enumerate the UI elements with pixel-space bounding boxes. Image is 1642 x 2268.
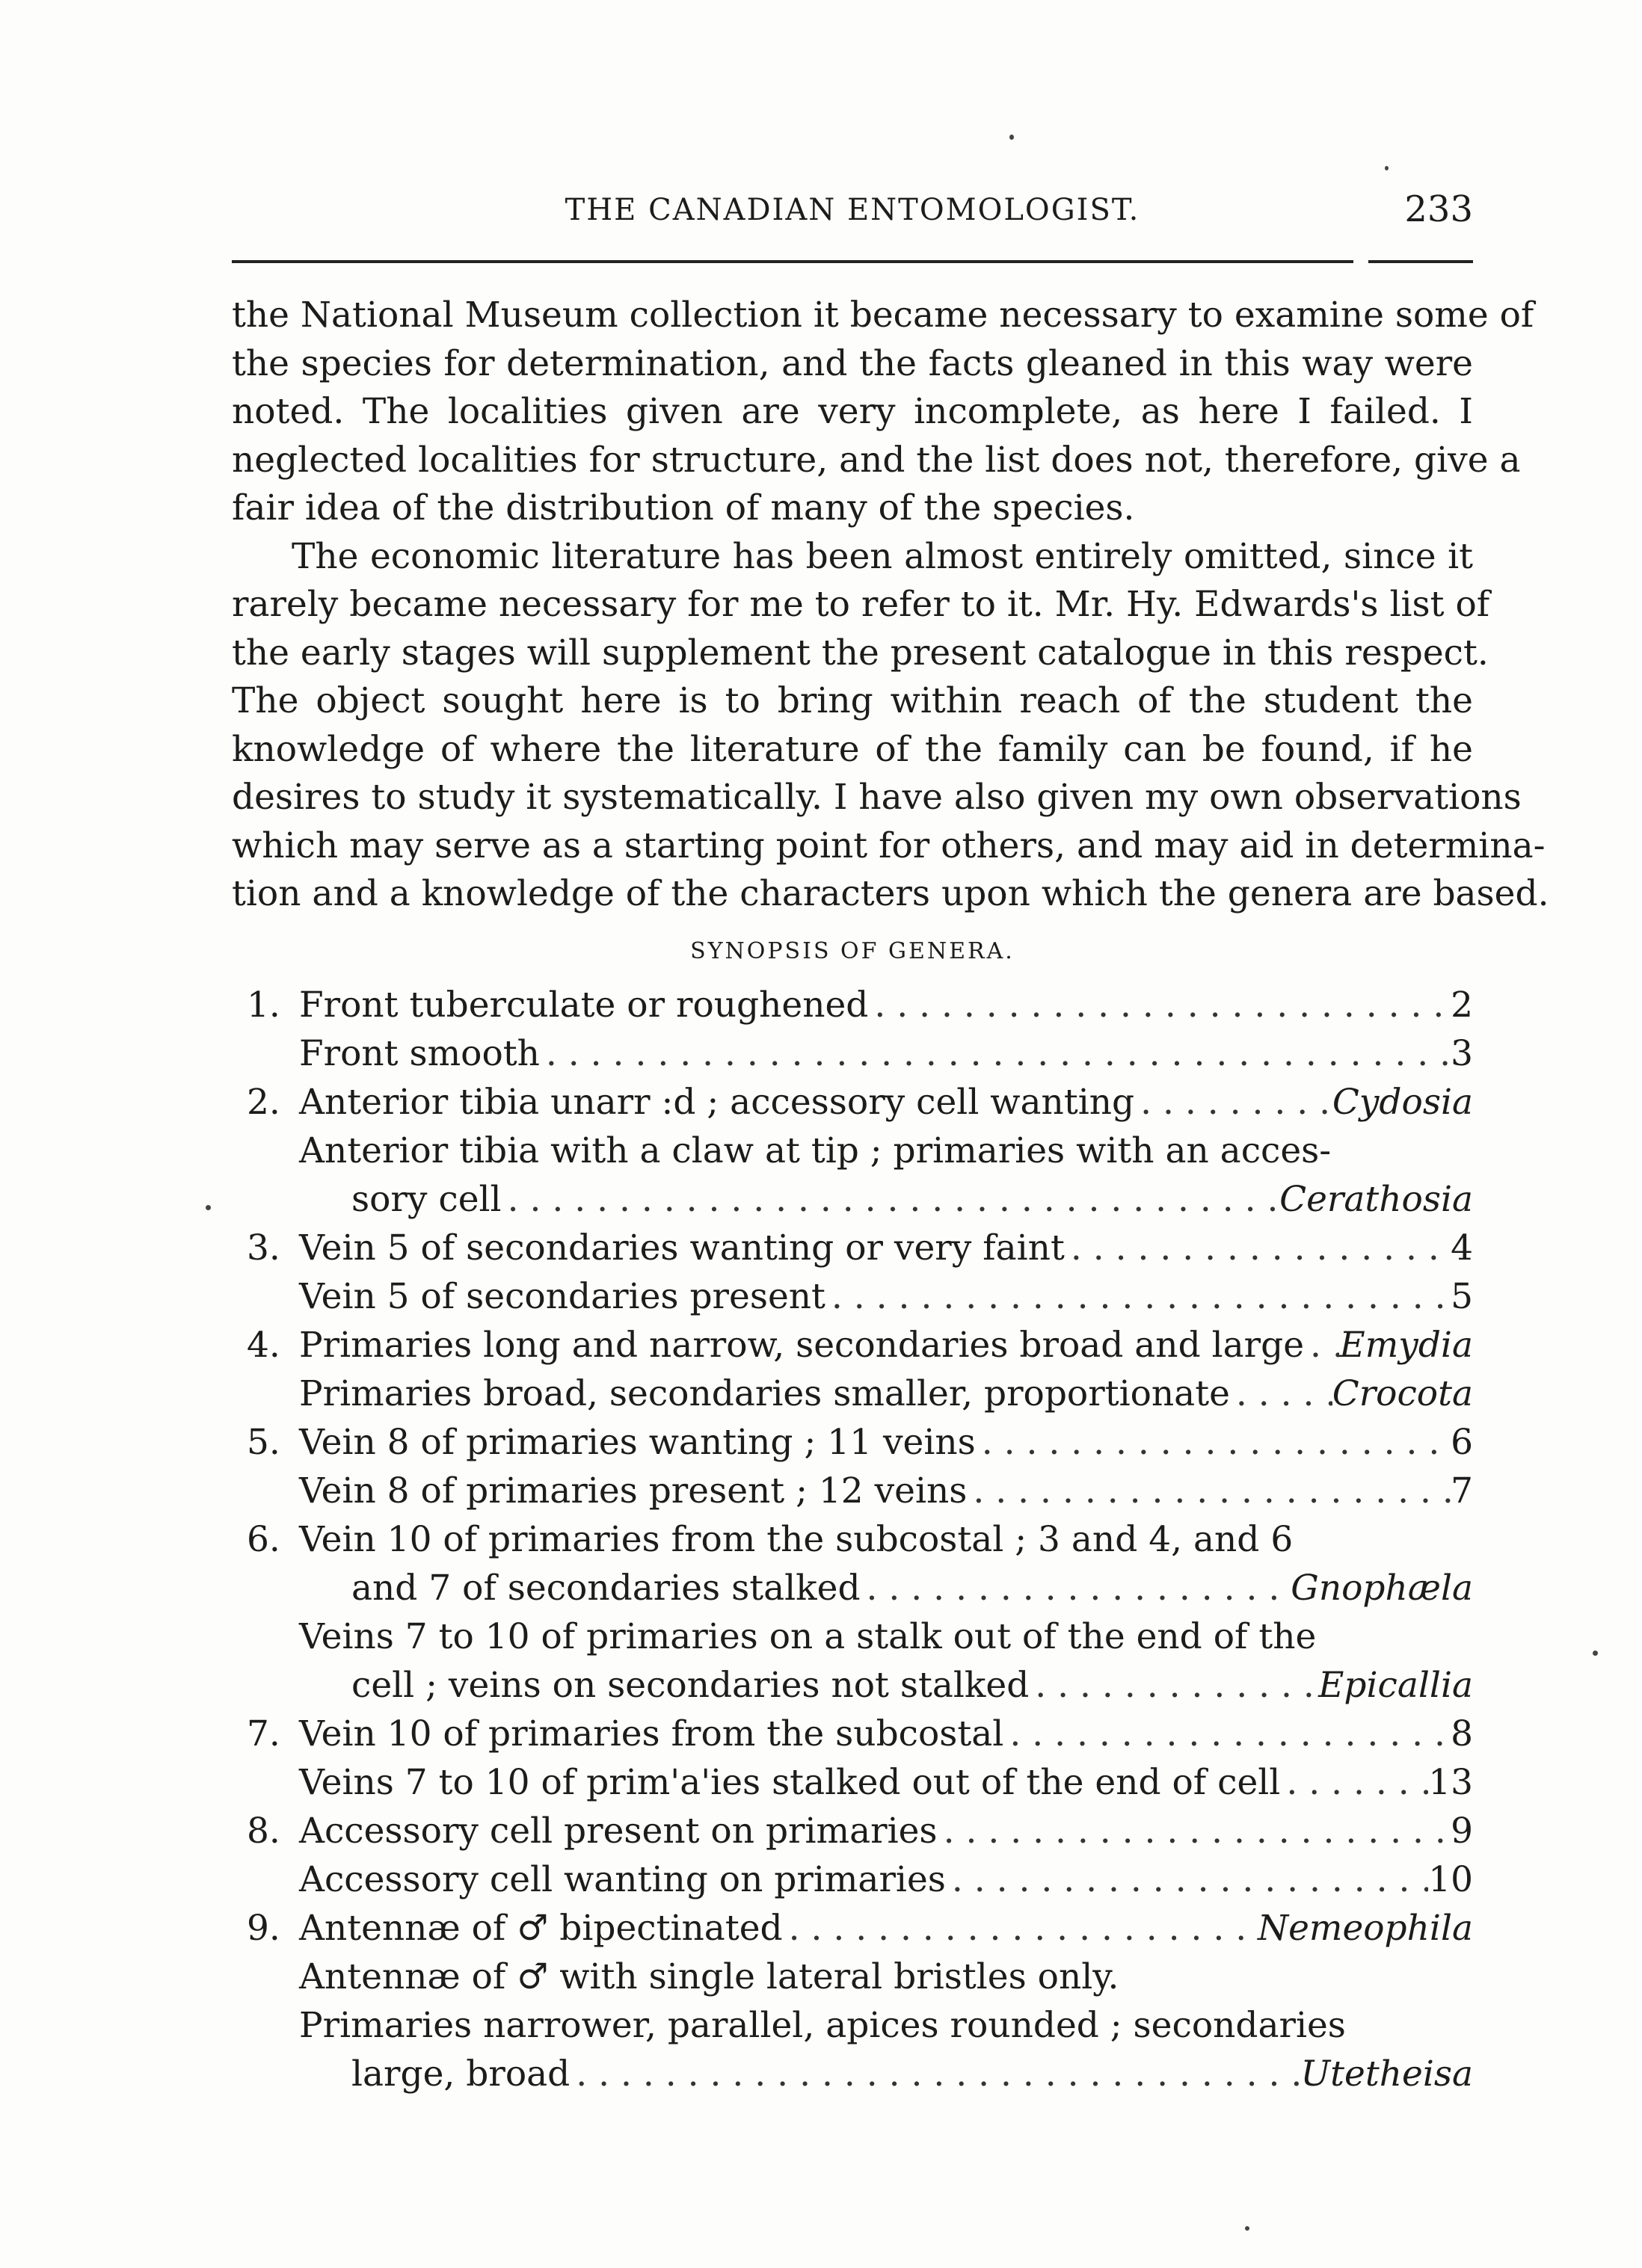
key-entry-body <box>351 1564 1473 1612</box>
key-entry-text: large, broad <box>351 2053 571 2095</box>
key-entry-text: Vein 8 of primaries present ; 12 veins <box>299 1470 968 1512</box>
leader-dots <box>946 1855 1428 1904</box>
key-entry-text: Primaries narrower, parallel, apices rounded ; secondaries <box>299 2005 1346 2046</box>
leader-dots <box>967 1467 1451 1515</box>
key-couplet-number: 6. <box>247 1519 280 1560</box>
key-entry-text: Anterior tibia unarr :d ; accessory cell wanting <box>299 1082 1135 1123</box>
leader-dots <box>825 1272 1451 1321</box>
key-entry <box>247 1369 1473 1418</box>
key-couplet-number: 9. <box>247 1908 280 1949</box>
leader-dots <box>570 2050 1300 2098</box>
couplet-reference: 4 <box>1451 1227 1473 1269</box>
key-entry <box>247 1661 1473 1710</box>
key-entry-body <box>299 1515 1473 1564</box>
key-entry-body <box>299 1321 1473 1369</box>
key-entry-text: Accessory cell wanting on primaries <box>299 1859 946 1900</box>
genus-name: Nemeophila <box>1257 1908 1473 1949</box>
key-entry <box>247 1612 1473 1661</box>
key-entry-body <box>299 1710 1473 1758</box>
key-entry-body <box>299 1758 1473 1807</box>
genus-name: Crocota <box>1332 1373 1473 1414</box>
print-speck <box>1009 135 1014 140</box>
couplet-reference: 9 <box>1451 1811 1473 1852</box>
paragraph-2 <box>232 533 1549 919</box>
couplet-reference: 7 <box>1451 1470 1473 1512</box>
header-rule-short <box>1368 260 1473 263</box>
key-entry <box>247 1953 1473 2001</box>
genus-name: Utetheisa <box>1300 2053 1473 2095</box>
key-entry <box>247 2050 1473 2098</box>
key-entry-body <box>299 1224 1473 1272</box>
text-line: the National Museum collection it became necessary to examine some of <box>232 295 1534 336</box>
text-line: which may serve as a starting point for others, and may aid in determina- <box>232 825 1546 866</box>
key-entry <box>247 981 1473 1029</box>
leader-dots <box>868 981 1451 1029</box>
text-line: The economic literature has been almost entirely omitted, since it <box>292 535 1473 577</box>
key-entry-text: Front tuberculate or roughened <box>299 984 869 1026</box>
leader-dots <box>1134 1078 1332 1127</box>
leader-dots <box>540 1029 1451 1078</box>
leader-dots <box>861 1564 1291 1612</box>
text-line: desires to study it systematically. I have also given my own observations <box>232 777 1522 818</box>
text-line: rarely became necessary for me to refer to it. Mr. Hy. Edwards's list of <box>232 584 1490 625</box>
couplet-reference: 13 <box>1428 1762 1473 1803</box>
key-entry-body <box>299 1612 1473 1661</box>
running-header <box>232 188 1473 238</box>
key-entry-body <box>299 1904 1473 1953</box>
key-entry <box>247 1710 1473 1758</box>
synopsis-heading: SYNOPSIS OF GENERA. <box>690 938 1015 964</box>
key-entry-text: Vein 10 of primaries from the subcostal <box>299 1713 1004 1754</box>
key-entry-body <box>299 2001 1473 2050</box>
key-entry <box>247 1515 1473 1564</box>
body-text <box>232 292 1549 919</box>
genus-name: Epicallia <box>1318 1665 1473 1706</box>
page-number: 233 <box>1404 188 1473 230</box>
couplet-reference: 8 <box>1451 1713 1473 1754</box>
key-entry <box>247 1807 1473 1855</box>
leader-dots <box>1280 1758 1428 1807</box>
key-entry-body <box>299 1078 1473 1127</box>
key-entry <box>247 2001 1473 2050</box>
genus-name: Emydia <box>1339 1325 1473 1366</box>
key-entry <box>247 1855 1473 1904</box>
key-entry <box>247 1418 1473 1467</box>
key-entry <box>247 1467 1473 1515</box>
journal-title: THE CANADIAN ENTOMOLOGIST. <box>565 193 1140 227</box>
text-line: neglected localities for structure, and the list does not, therefore, give a <box>232 439 1521 481</box>
key-entry-body <box>299 1127 1473 1175</box>
text-line: The object sought here is to bring within reach of the student the <box>232 680 1473 721</box>
leader-dots <box>1065 1224 1451 1272</box>
leader-dots <box>1029 1661 1318 1710</box>
key-entry-text: Vein 5 of secondaries wanting or very faint <box>299 1227 1065 1269</box>
leader-dots <box>502 1175 1280 1224</box>
key-couplet-number: 3. <box>247 1227 280 1269</box>
genus-name: Cerathosia <box>1279 1179 1473 1220</box>
couplet-reference: 10 <box>1428 1859 1473 1900</box>
key-entry-text: cell ; veins on secondaries not stalked <box>351 1665 1030 1706</box>
key-entry-text: Antennæ of ♂ with single lateral bristles only. <box>299 1956 1119 1997</box>
text-line: noted. The localities given are very incomplete, as here I failed. I <box>232 391 1473 432</box>
print-speck <box>206 1205 211 1210</box>
key-entry-body <box>299 1953 1473 2001</box>
key-entry-text: Veins 7 to 10 of prim'a'ies stalked out of the end of cell <box>299 1762 1281 1803</box>
genus-name: Gnophæla <box>1291 1568 1473 1609</box>
leader-dots <box>1003 1710 1451 1758</box>
text-line: fair idea of the distribution of many of the species. <box>232 487 1135 529</box>
key-entry-body <box>299 1855 1473 1904</box>
key-entry-text: Vein 8 of primaries wanting ; 11 veins <box>299 1422 976 1463</box>
key-entry-body <box>299 1029 1473 1078</box>
key-entry <box>247 1758 1473 1807</box>
leader-dots <box>783 1904 1258 1953</box>
key-entry-text: Vein 10 of primaries from the subcostal ; 3 and 4, and 6 <box>299 1519 1294 1560</box>
print-speck <box>1593 1651 1598 1656</box>
couplet-reference: 2 <box>1451 984 1473 1026</box>
text-line: the early stages will supplement the present catalogue in this respect. <box>232 632 1489 674</box>
leader-dots <box>938 1807 1451 1855</box>
print-speck <box>1385 166 1389 170</box>
key-entry-body <box>299 1369 1473 1418</box>
key-entry-body <box>351 1175 1473 1224</box>
header-rule <box>232 260 1353 263</box>
couplet-reference: 5 <box>1451 1276 1473 1317</box>
key-entry <box>247 1321 1473 1369</box>
key-couplet-number: 8. <box>247 1811 280 1852</box>
key-entry <box>247 1564 1473 1612</box>
paragraph-1 <box>232 292 1534 533</box>
key-entry <box>247 1175 1473 1224</box>
key-entry-text: Primaries long and narrow, secondaries broad and large <box>299 1325 1305 1366</box>
key-entry-text: Primaries broad, secondaries smaller, proportionate <box>299 1373 1230 1414</box>
key-entry-text: and 7 of secondaries stalked <box>351 1568 861 1609</box>
leader-dots <box>976 1418 1451 1467</box>
key-entry <box>247 1272 1473 1321</box>
key-entry-body <box>299 1807 1473 1855</box>
key-couplet-number: 1. <box>247 984 280 1026</box>
key-entry-text: Vein 5 of secondaries present <box>299 1276 825 1317</box>
key-entry-body <box>351 2050 1473 2098</box>
key-entry-text: Accessory cell present on primaries <box>299 1811 938 1852</box>
key-entry-text: Front smooth <box>299 1033 540 1074</box>
key-entry-body <box>299 1467 1473 1515</box>
key-couplet-number: 2. <box>247 1082 280 1123</box>
couplet-reference: 6 <box>1451 1422 1473 1463</box>
key-couplet-number: 5. <box>247 1422 280 1463</box>
leader-dots <box>1230 1369 1332 1418</box>
genus-name: Cydosia <box>1332 1082 1473 1123</box>
text-line: the species for determination, and the facts gleaned in this way were <box>232 342 1473 384</box>
key-couplet-number: 7. <box>247 1713 280 1754</box>
key-entry-body <box>299 1418 1473 1467</box>
key-entry <box>247 1904 1473 1953</box>
text-line: tion and a knowledge of the characters upon which the genera are based. <box>232 873 1549 914</box>
key-entry <box>247 1029 1473 1078</box>
key-entry-body <box>299 981 1473 1029</box>
couplet-reference: 3 <box>1451 1033 1473 1074</box>
key-entry <box>247 1224 1473 1272</box>
text-line: knowledge of where the literature of the family can be found, if he <box>232 728 1473 770</box>
leader-dots <box>1304 1321 1339 1369</box>
key-entry-text: Veins 7 to 10 of primaries on a stalk out of the end of the <box>299 1616 1317 1657</box>
print-speck <box>1245 2226 1249 2231</box>
key-entry <box>247 1127 1473 1175</box>
key-entry-text: sory cell <box>351 1179 502 1220</box>
key-entry-text: Anterior tibia with a claw at tip ; primaries with an acces- <box>299 1130 1332 1171</box>
key-entry-text: Antennæ of ♂ bipectinated <box>299 1908 783 1949</box>
key-entry-body <box>299 1272 1473 1321</box>
key-entry <box>247 1078 1473 1127</box>
synopsis-key <box>247 981 1473 2098</box>
key-couplet-number: 4. <box>247 1325 280 1366</box>
key-entry-body <box>351 1661 1473 1710</box>
